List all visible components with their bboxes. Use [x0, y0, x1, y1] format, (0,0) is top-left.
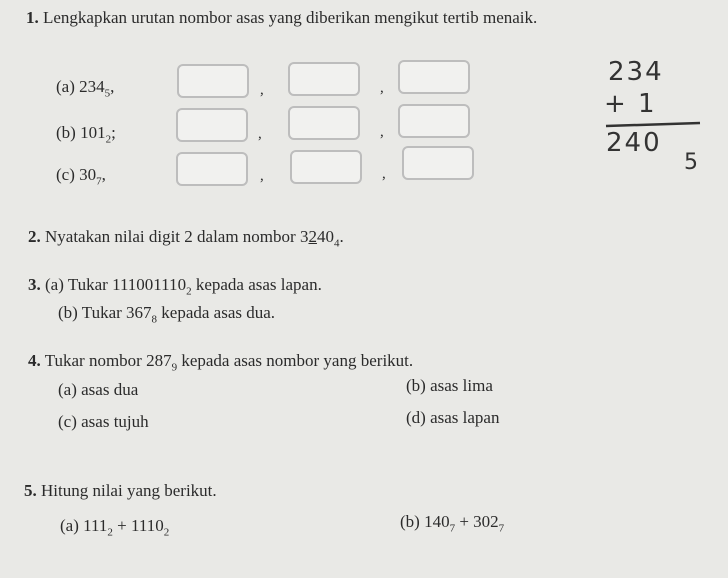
operand-2: 302	[473, 512, 499, 531]
handwritten-line-2: + 1	[604, 89, 657, 119]
operand-1: 111	[83, 516, 108, 535]
item-label: (d)	[406, 408, 426, 427]
item-text: asas lapan	[430, 408, 500, 427]
base-subscript: 2	[107, 526, 113, 539]
base-subscript: 4	[333, 237, 340, 250]
item-label: (b)	[406, 376, 426, 395]
question-4	[28, 351, 413, 373]
question-text: Tukar 367	[81, 303, 152, 322]
question-number: 5.	[24, 481, 37, 500]
q1b-item: (b) $101_2$;	[56, 123, 116, 146]
answer-box-1a-3[interactable]	[398, 60, 470, 94]
answer-box-1c-3[interactable]	[402, 146, 474, 180]
question-number: 1.	[26, 8, 39, 27]
item-label: (a)	[60, 516, 79, 535]
answer-box-1a-2[interactable]	[288, 62, 360, 96]
q4b-item	[406, 376, 493, 396]
answer-box-1c-2[interactable]	[290, 150, 362, 184]
base-subscript: 2	[163, 526, 170, 539]
question-5	[24, 481, 217, 501]
comma-separator: ,	[260, 82, 264, 98]
base-number: 101	[80, 123, 106, 142]
question-digit: 0	[177, 275, 187, 294]
answer-box-1c-1[interactable]	[176, 152, 248, 186]
answer-box-1b-2[interactable]	[288, 106, 360, 140]
question-number: 3.	[28, 275, 41, 294]
answer-box-1b-1[interactable]	[176, 108, 248, 142]
question-3a	[28, 275, 322, 297]
answer-box-1b-3[interactable]	[398, 104, 470, 138]
base-subscript: 2	[105, 133, 112, 146]
question-text-tail: 40	[316, 227, 334, 246]
q1a-item: (a) $234_5$,	[56, 77, 115, 100]
operand-2: 1110	[130, 516, 164, 535]
handwritten-line-3: 240	[606, 128, 662, 158]
question-number: 4.	[28, 351, 41, 370]
question-3b	[58, 303, 275, 325]
question-text-tail: kepada asas lapan.	[191, 275, 322, 294]
base-subscript: 7	[96, 175, 102, 188]
base-subscript: 2	[186, 285, 192, 298]
question-text: Tukar 11100111	[67, 275, 178, 294]
comma-separator: ,	[260, 168, 264, 184]
underlined-digit: 2	[308, 227, 317, 246]
base-subscript: 7	[449, 522, 456, 535]
base-subscript: 7	[498, 522, 505, 535]
item-label: (b)	[400, 512, 420, 531]
question-text: Nyatakan nilai digit 2 dalam nombor 3	[45, 227, 309, 246]
comma-separator: ,	[380, 80, 384, 96]
q4d-item	[406, 408, 499, 428]
comma-separator: ,	[258, 126, 262, 142]
operand-1: 140	[424, 512, 450, 531]
q5b-item	[400, 512, 504, 534]
question-number: 2.	[28, 227, 41, 246]
question-text-tail: kepada asas nombor yang berikut.	[177, 351, 414, 370]
comma-separator: ,	[380, 124, 384, 140]
operator: +	[112, 516, 131, 535]
question-2: 2. Nyatakan nilai digit 2 dalam nombor $3240_4$.	[28, 227, 344, 250]
item-text: asas dua	[81, 380, 139, 399]
handwritten-base-mark: 5	[684, 150, 700, 175]
item-text: asas tujuh	[81, 412, 149, 431]
question-text: Tukar nombor 287	[44, 351, 172, 370]
item-label: (a)	[45, 275, 64, 294]
answer-box-1a-1[interactable]	[177, 64, 249, 98]
base-subscript: 9	[171, 361, 178, 374]
item-label: (b)	[58, 303, 78, 322]
comma-separator: ,	[382, 166, 386, 182]
base-subscript: 8	[151, 313, 158, 326]
item-label: (c)	[58, 412, 77, 431]
base-number: 234	[79, 77, 105, 96]
base-subscript: 5	[104, 87, 111, 100]
handwritten-line-1: 234	[608, 57, 664, 87]
item-label: (b)	[56, 123, 76, 142]
q4c-item	[58, 412, 149, 432]
operator: +	[455, 512, 474, 531]
item-label: (a)	[58, 380, 77, 399]
q4a-item	[58, 380, 138, 400]
q1c-item: (c) $30_7$,	[56, 165, 106, 188]
question-1	[26, 8, 537, 28]
item-label: (a)	[56, 77, 75, 96]
item-text: asas lima	[430, 376, 493, 395]
item-label: (c)	[56, 165, 75, 184]
question-text: Hitung nilai yang berikut.	[41, 481, 217, 500]
question-text-tail: kepada asas dua.	[157, 303, 276, 322]
q5a-item	[60, 516, 169, 538]
base-number: 30	[79, 165, 97, 184]
question-text: Lengkapkan urutan nombor asas yang diberikan mengikut tertib menaik.	[43, 8, 538, 27]
